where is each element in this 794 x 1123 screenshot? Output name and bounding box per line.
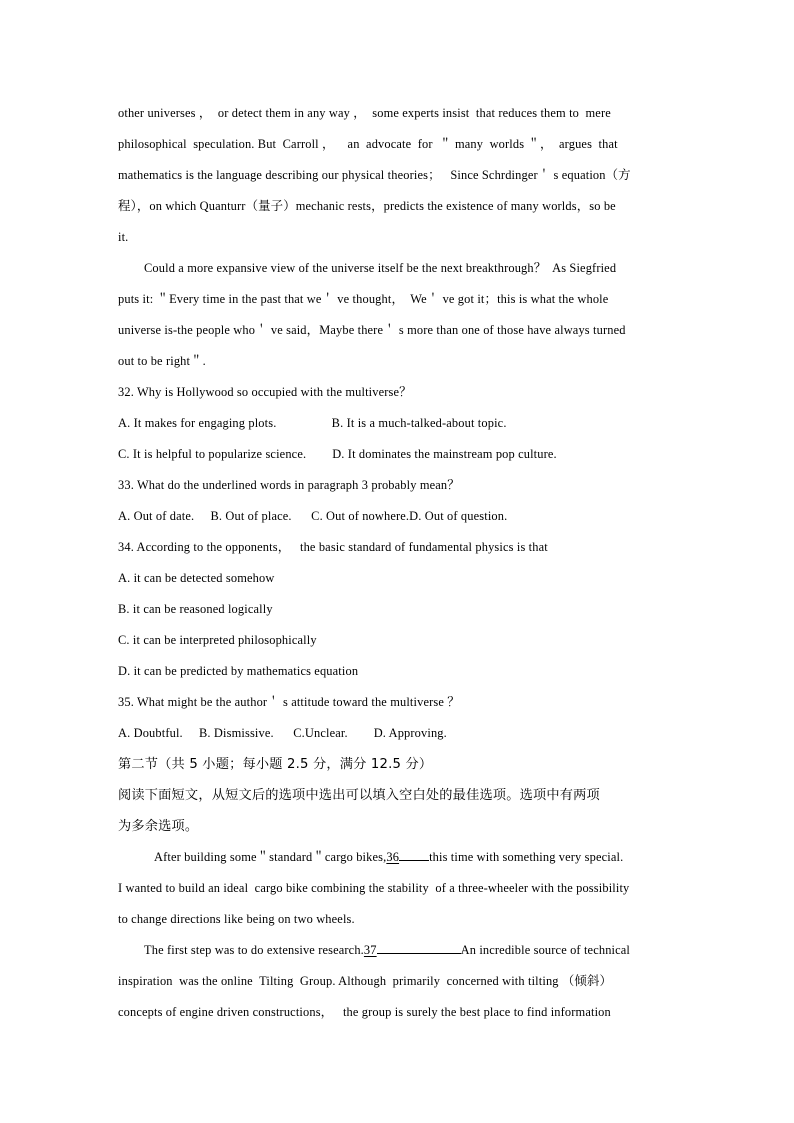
question-34-option-a[interactable]: A. it can be detected somehow: [118, 571, 275, 585]
cloze-p1-after-blank: this time with something very special.: [429, 850, 624, 864]
section-two-instruction-line-1: 阅读下面短文，从短文后的选项中选出可以填入空白处的最佳选项。选项中有两项: [118, 788, 600, 803]
cloze-p2-line-1: [118, 935, 676, 966]
cloze-blank-37-rule[interactable]: [377, 953, 461, 954]
cloze-blank-37[interactable]: 37: [363, 943, 377, 957]
cloze-paragraph-2: [118, 935, 676, 1028]
passage-p2-line-1: Could a more expansive view of the universe itself be the next breakthrough？ As Siegfried: [144, 261, 617, 275]
question-32-stem: 32. Why is Hollywood so occupied with the multiverse？: [118, 385, 412, 399]
cloze-p1-line-1: [118, 842, 676, 873]
passage-paragraph-1: [118, 98, 676, 253]
question-34-option-b[interactable]: B. it can be reasoned logically: [118, 602, 273, 616]
passage-p1-line-5: it.: [118, 230, 129, 244]
question-35-stem: 35. What might be the author＇ s attitude toward the multiverse ？: [118, 695, 460, 709]
section-two-instruction-line-2: 为多余选项。: [118, 819, 199, 834]
cloze-p2-before-blank: The first step was to do extensive research.: [144, 943, 364, 957]
question-34: [118, 532, 676, 687]
question-34-option-c[interactable]: C. it can be interpreted philosophically: [118, 633, 317, 647]
passage-p1-line-3: mathematics is the language describing our physical theories； Since Schrdinger＇ s equation（方: [118, 168, 631, 182]
cloze-blank-36[interactable]: 36: [386, 850, 400, 864]
question-33: [118, 470, 676, 532]
question-34-stem: 34. According to the opponents， the basic standard of fundamental physics is that: [118, 540, 548, 554]
question-34-option-d[interactable]: D. it can be predicted by mathematics equation: [118, 664, 359, 678]
passage-paragraph-2: [118, 253, 676, 377]
section-two: [118, 749, 676, 842]
question-33-stem: 33. What do the underlined words in paragraph 3 probably mean？: [118, 478, 460, 492]
question-32-options-row-2[interactable]: C. It is helpful to popularize science. D. It dominates the mainstream pop culture.: [118, 447, 557, 461]
document-text-body: [118, 98, 676, 1028]
cloze-p1-before-blank: After building some＂standard＂cargo bikes,: [154, 850, 387, 864]
passage-p1-line-1: other universes ， or detect them in any way ， some experts insist that reduces them to mere: [118, 106, 611, 120]
cloze-p1-line-2: I wanted to build an ideal cargo bike combining the stability of a three-wheeler with the possibility: [118, 881, 630, 895]
cloze-blank-36-rule[interactable]: [399, 860, 429, 861]
cloze-p2-line-3: concepts of engine driven constructions， the group is surely the best place to find information: [118, 1005, 611, 1019]
question-32: [118, 377, 676, 470]
cloze-p1-line-3: to change directions like being on two wheels.: [118, 912, 355, 926]
question-33-options-row-1[interactable]: A. Out of date. B. Out of place. C. Out of nowhere.D. Out of question.: [118, 509, 508, 523]
passage-p2-line-3: universe is-the people who＇ ve said，Maybe there＇ s more than one of those have always turned: [118, 323, 626, 337]
passage-p1-line-4: 程），on which Quanturr（量子）mechanic rests，predicts the existence of many worlds，so be: [118, 199, 616, 213]
passage-p1-line-2: philosophical speculation. But Carroll ， an advocate for ＂ many worlds ＂， argues that: [118, 137, 618, 151]
cloze-p2-after-blank: An incredible source of technical: [460, 943, 631, 957]
question-35: [118, 687, 676, 749]
section-two-heading: 第二节（共 5 小题；每小题 2.5 分，满分 12.5 分）: [118, 757, 433, 772]
cloze-paragraph-1: [118, 842, 676, 935]
question-35-options-row-1[interactable]: A. Doubtful. B. Dismissive. C.Unclear. D. Approving.: [118, 726, 447, 740]
passage-p2-line-4: out to be right＂.: [118, 354, 206, 368]
cloze-p2-line-2: inspiration was the online Tilting Group. Although primarily concerned with tilting （倾斜）: [118, 974, 613, 988]
question-32-options-row-1[interactable]: A. It makes for engaging plots. B. It is a much-talked-about topic.: [118, 416, 507, 430]
passage-p2-line-2: puts it: ＂Every time in the past that we＇ ve thought， We＇ ve got it；this is what the whole: [118, 292, 609, 306]
